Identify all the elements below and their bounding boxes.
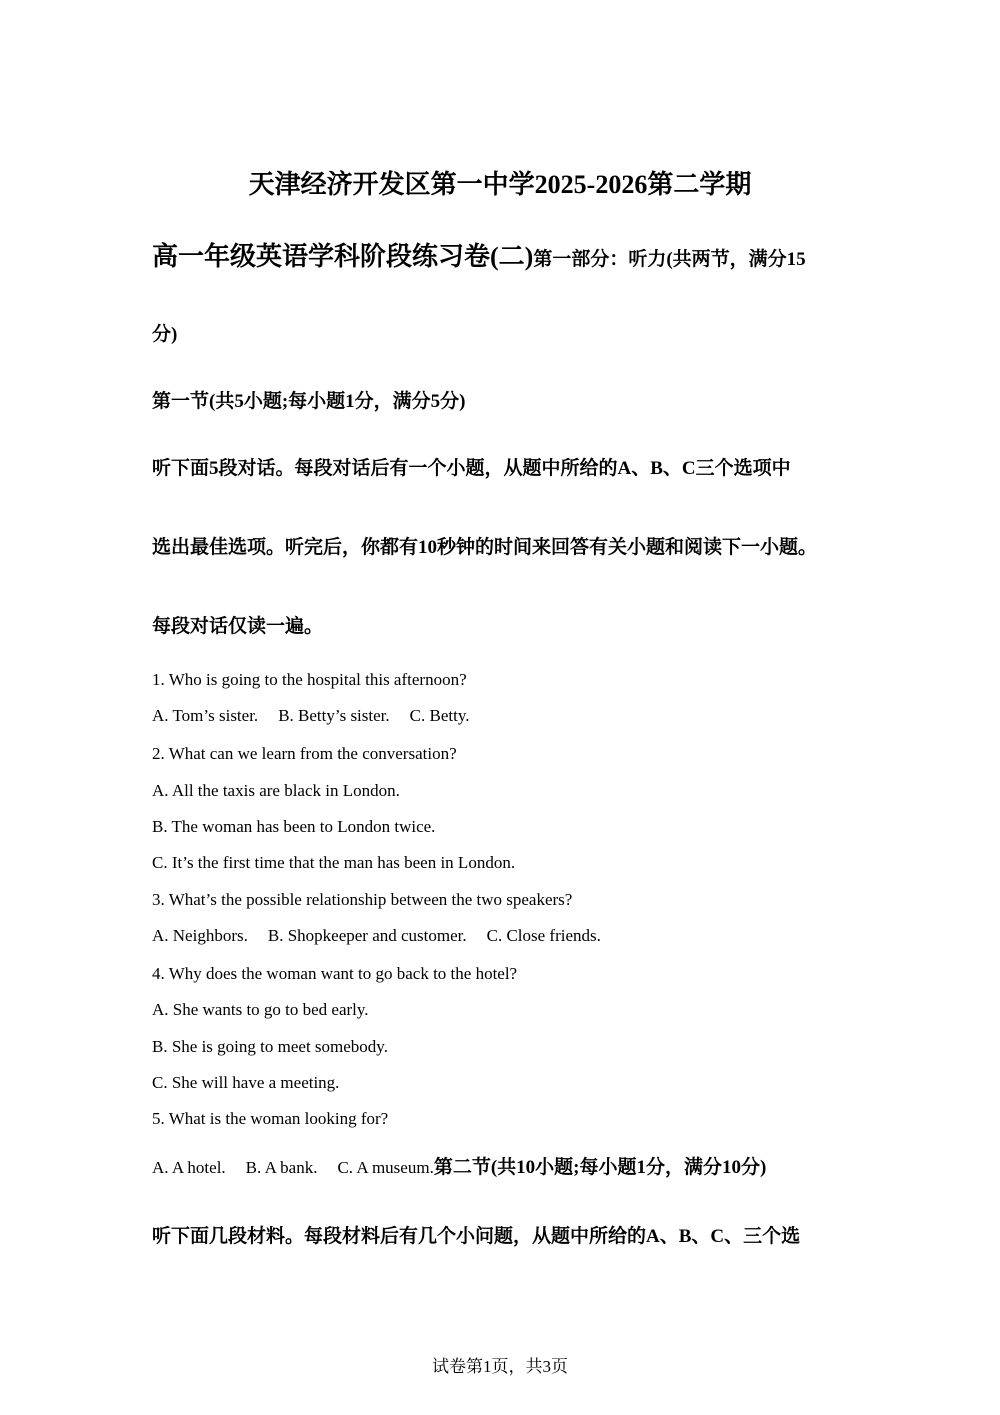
question-2-option-b: B. The woman has been to London twice. [152, 817, 436, 836]
question-5-stem: 5. What is the woman looking for? [152, 1109, 389, 1128]
option-a: A. A hotel. [152, 1158, 226, 1177]
question-4-option-b: B. She is going to meet somebody. [152, 1037, 388, 1056]
question-3-stem: 3. What’s the possible relationship between the two speakers? [152, 890, 573, 909]
option-c: C. Betty. [409, 706, 470, 725]
question-4-option-c: C. She will have a meeting. [152, 1073, 340, 1092]
option-c: C. Close friends. [486, 926, 601, 945]
section1-instruction-line3: 每段对话仅读一遍。 [152, 616, 324, 637]
option-b: B. Shopkeeper and customer. [267, 926, 467, 945]
exam-subtitle: 高一年级英语学科阶段练习卷(二) [152, 242, 534, 271]
section1-instruction-line1: 听下面5段对话。每段对话后有一个小题，从题中所给的A、B、C三个选项中 [152, 458, 791, 479]
option-a: A. Tom’s sister. [152, 706, 259, 725]
question-2-stem: 2. What can we learn from the conversation? [152, 744, 457, 763]
page-footer: 试卷第1页，共3页 [432, 1357, 568, 1376]
question-2-option-a: A. All the taxis are black in London. [152, 781, 400, 800]
section1-heading: 第一节(共5小题;每小题1分，满分5分) [152, 391, 466, 412]
question-5-options-line [152, 1158, 766, 1177]
question-4-option-a: A. She wants to go to bed early. [152, 1000, 369, 1019]
section2-instruction-line1: 听下面几段材料。每段材料后有几个小问题，从题中所给的A、B、C、三个选 [152, 1226, 801, 1247]
part1-heading-cont: 分) [152, 324, 178, 345]
option-a: A. Neighbors. [152, 926, 248, 945]
question-4-stem: 4. Why does the woman want to go back to the hotel? [152, 964, 518, 983]
question-1-stem: 1. Who is going to the hospital this afternoon? [152, 670, 467, 689]
option-b: B. Betty’s sister. [278, 706, 390, 725]
option-c: C. A museum. [337, 1158, 434, 1177]
option-b: B. A bank. [245, 1158, 318, 1177]
subtitle-line [152, 244, 806, 270]
exam-title: 天津经济开发区第一中学2025-2026第二学期 [248, 170, 752, 199]
question-3-options [152, 927, 621, 944]
part1-heading: 第一部分：听力(共两节，满分15 [533, 249, 806, 270]
section1-instruction-line2: 选出最佳选项。听完后，你都有10秒钟的时间来回答有关小题和阅读下一小题。 [152, 537, 818, 558]
question-2-option-c: C. It’s the first time that the man has been in London. [152, 853, 516, 872]
question-1-options [152, 707, 489, 724]
section2-heading: 第二节(共10小题;每小题1分，满分10分) [433, 1157, 767, 1178]
